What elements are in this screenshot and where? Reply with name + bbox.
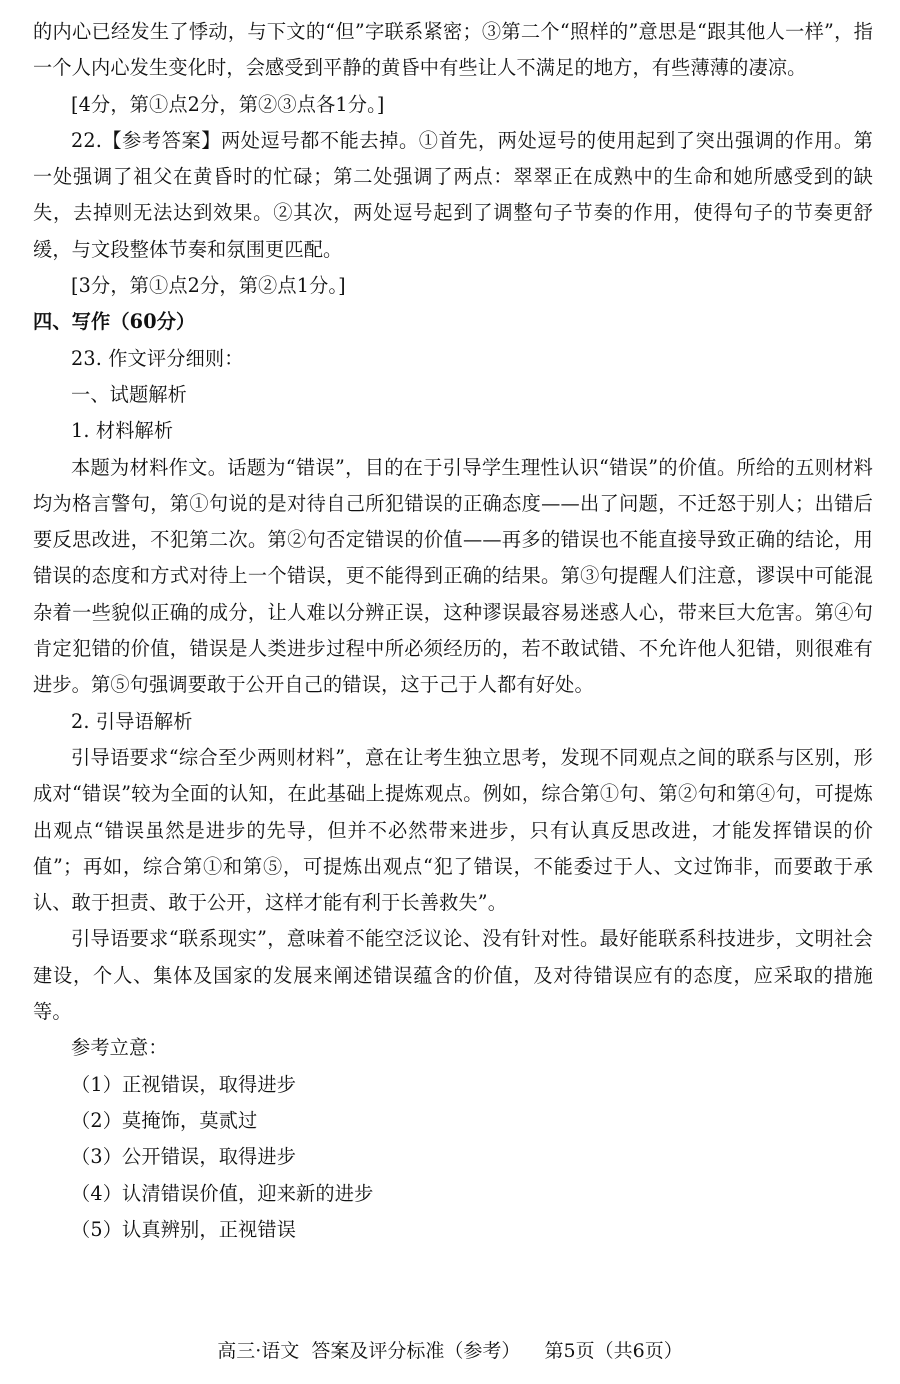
- reference-idea-item: （5）认真辨别，正视错误: [71, 1217, 297, 1241]
- section-heading-writing: 四、写作（60分）: [33, 310, 196, 334]
- document-body: [33, 14, 873, 1248]
- paragraph-continuation: 的内心已经发生了悸动，与下文的“但”字联系紧密；③第二个“照样的”意思是“跟其他人一样”，指一个人内心发生变化时，会感受到平静的黄昏中有些让人不满足的地方，有些薄薄的凄凉。: [33, 20, 873, 80]
- page-footer: [0, 1336, 900, 1366]
- reference-idea-item: （1）正视错误，取得进步: [71, 1072, 297, 1096]
- question-23-title: 23. 作文评分细则：: [71, 346, 244, 370]
- reference-idea-item: （4）认清错误价值，迎来新的进步: [71, 1181, 374, 1205]
- guide-analysis-paragraph-1: 引导语要求“综合至少两则材料”，意在让考生独立思考，发现不同观点之间的联系与区别，形成对“错误”较为全面的认知，在此基础上提炼观点。例如，综合第①句、第②句和第④句，可提炼出观点“错误虽然是进步的先导，但并不必然带来进步，只有认真反思改进，才能发挥错误的价值”；再如，综合第①和第⑤，可提炼出观点“犯了错误，不能委过于人、文过饰非，而要敢于承认、敢于担责、敢于公开，这样才能有利于长善救失”。: [33, 745, 873, 915]
- scoring-note-22: [3分，第①点2分，第②点1分。]: [71, 274, 346, 298]
- reference-idea-item: （3）公开错误，取得进步: [71, 1145, 297, 1169]
- material-analysis-paragraph: 本题为材料作文。话题为“错误”，目的在于引导学生理性认识“错误”的价值。所给的五则材料均为格言警句，第①句说的是对待自己所犯错误的正确态度——出了问题，不迁怒于别人；出错后要反思改进，不犯第二次。第②句否定错误的价值——再多的错误也不能直接导致正确的结论，用错误的态度和方式对待上一个错误，更不能得到正确的结果。第③句提醒人们注意，谬误中可能混杂着一些貌似正确的成分，让人难以分辨正误，这种谬误最容易迷惑人心，带来巨大危害。第④句肯定犯错的价值，错误是人类进步过程中所必须经历的，若不敢试错、不允许他人犯错，则很难有进步。第⑤句强调要敢于公开自己的错误，这于己于人都有好处。: [33, 455, 873, 697]
- subsection-guide-analysis: 2. 引导语解析: [71, 709, 193, 733]
- scoring-note-21: [4分，第①点2分，第②③点各1分。]: [71, 92, 385, 116]
- reference-ideas-label: 参考立意：: [71, 1036, 168, 1060]
- guide-analysis-paragraph-2: 引导语要求“联系现实”，意味着不能空泛议论、没有针对性。最好能联系科技进步，文明社会建设，个人、集体及国家的发展来阐述错误蕴含的价值，及对待错误应有的态度，应采取的措施等。: [33, 927, 873, 1024]
- subsection-material-analysis: 1. 材料解析: [71, 419, 174, 443]
- footer-title: 高三·语文 答案及评分标准（参考）: [217, 1340, 521, 1362]
- answer-22: 22.【参考答案】两处逗号都不能去掉。①首先，两处逗号的使用起到了突出强调的作用。第一处强调了祖父在黄昏时的忙碌；第二处强调了两点：翠翠正在成熟中的生命和她所感受到的缺失，去掉则无法达到效果。②其次，两处逗号起到了调整句子节奏的作用，使得句子的节奏更舒缓，与文段整体节奏和氛围更匹配。: [33, 128, 873, 261]
- reference-idea-item: （2）莫掩饰，莫贰过: [71, 1108, 258, 1132]
- subsection-analysis: 一、试题解析: [71, 382, 188, 406]
- footer-page-number: 第5页（共6页）: [544, 1340, 683, 1362]
